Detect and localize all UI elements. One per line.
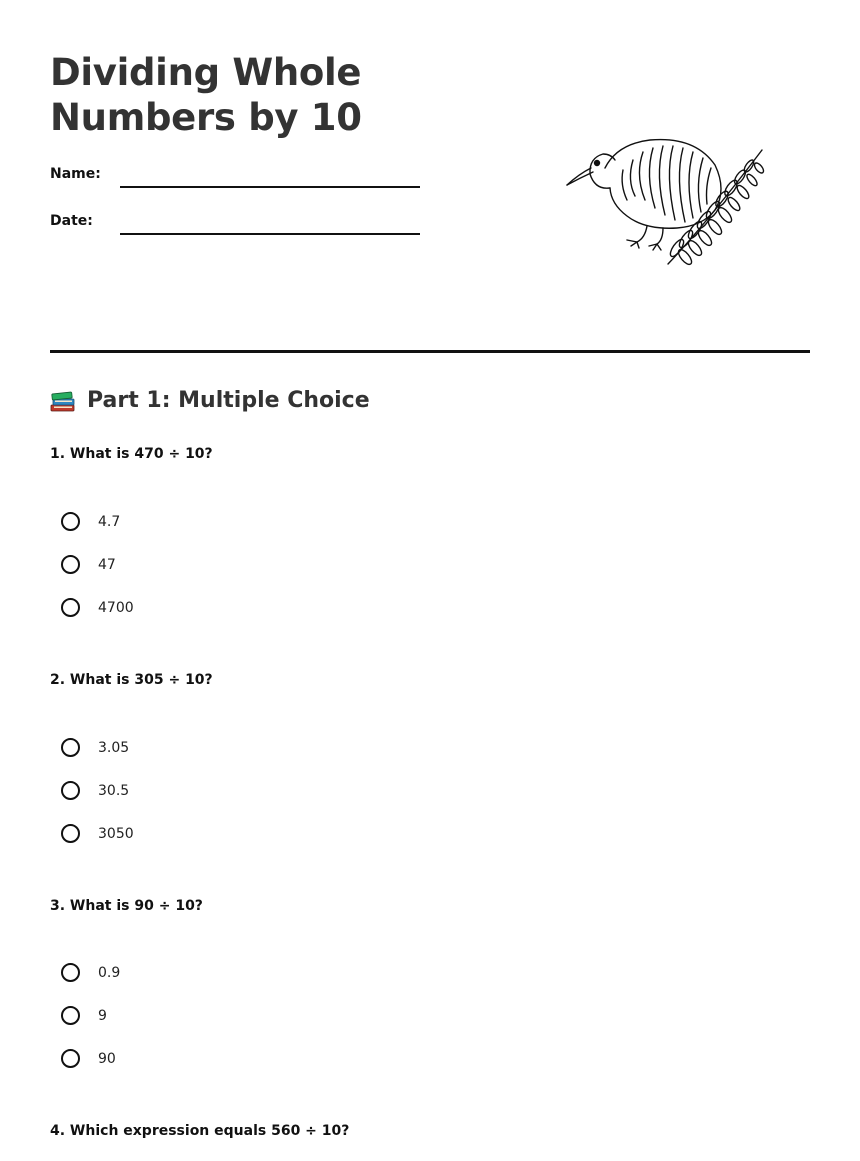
- radio-button[interactable]: [61, 555, 80, 574]
- q3-option-a[interactable]: [61, 963, 120, 982]
- section-divider: [50, 350, 810, 353]
- radio-button[interactable]: [61, 824, 80, 843]
- option-label: 90: [98, 1050, 116, 1067]
- q1-option-c[interactable]: [61, 598, 134, 617]
- kiwi-eye: [595, 161, 600, 166]
- radio-button[interactable]: [61, 1006, 80, 1025]
- q3-option-c[interactable]: [61, 1049, 116, 1068]
- books-icon: [50, 389, 76, 413]
- question-4: 4. Which expression equals 560 ÷ 10?: [50, 1123, 350, 1139]
- question-1: 1. What is 470 ÷ 10?: [50, 446, 213, 462]
- radio-button[interactable]: [61, 738, 80, 757]
- question-3: 3. What is 90 ÷ 10?: [50, 898, 203, 914]
- radio-button[interactable]: [61, 598, 80, 617]
- q1-option-a[interactable]: [61, 512, 120, 531]
- question-2: 2. What is 305 ÷ 10?: [50, 672, 213, 688]
- name-field[interactable]: [120, 186, 420, 188]
- kiwi-leg: [627, 226, 647, 242]
- option-label: 4700: [98, 599, 134, 616]
- option-label: 47: [98, 556, 116, 573]
- q1-option-b[interactable]: [61, 555, 116, 574]
- date-field[interactable]: [120, 233, 420, 235]
- section-title-text: Part 1: Multiple Choice: [87, 388, 370, 413]
- q2-option-b[interactable]: [61, 781, 129, 800]
- kiwi-fern-illustration: [565, 130, 770, 270]
- section-heading: [50, 388, 370, 413]
- radio-button[interactable]: [61, 963, 80, 982]
- radio-button[interactable]: [61, 512, 80, 531]
- option-label: 4.7: [98, 513, 121, 530]
- name-label: Name:: [50, 166, 101, 182]
- option-label: 0.9: [98, 964, 121, 981]
- radio-button[interactable]: [61, 1049, 80, 1068]
- date-label: Date:: [50, 213, 93, 229]
- option-label: 30.5: [98, 782, 130, 799]
- page-title: Dividing Whole Numbers by 10: [50, 51, 362, 139]
- option-label: 3.05: [98, 739, 130, 756]
- radio-button[interactable]: [61, 781, 80, 800]
- q2-option-c[interactable]: [61, 824, 134, 843]
- option-label: 3050: [98, 825, 134, 842]
- q2-option-a[interactable]: [61, 738, 129, 757]
- option-label: 9: [98, 1007, 107, 1024]
- q3-option-b[interactable]: [61, 1006, 107, 1025]
